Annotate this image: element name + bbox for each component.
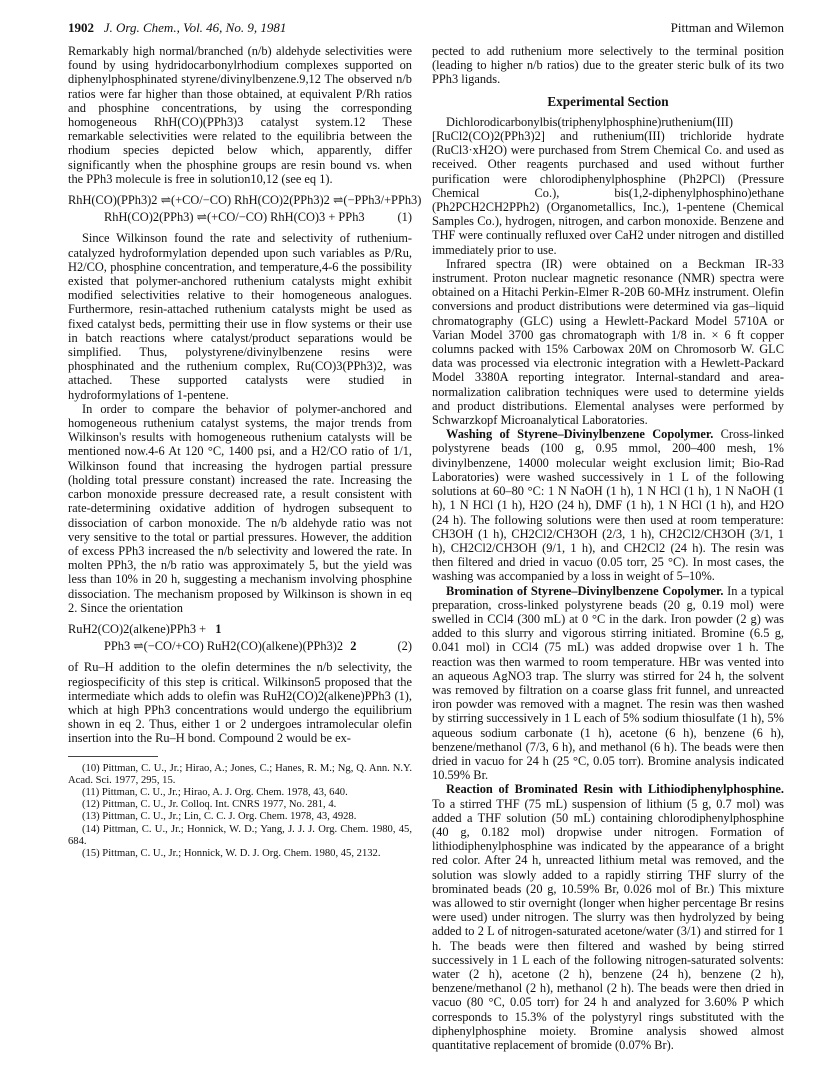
reference-item: (14) Pittman, C. U., Jr.; Honnick, W. D.; Yang, J. J. J. Org. Chem. 1980, 45, 684. <box>68 823 412 847</box>
journal-citation: J. Org. Chem., Vol. 46, No. 9, 1981 <box>103 20 287 35</box>
paragraph: Since Wilkinson found the rate and selectivity of ruthenium-catalyzed hydroformylation depended upon such variables as P/Ru, H2/CO, phosphine concentration, and temperature,4-6 the possibility existed that polymer-anchored ruthenium catalysts might exhibit modified selectivities relative to their homogeneous analogues. Furthermore, resin-attached ruthenium catalysts might be used as fixed catalyst beds, permitting their use in flow systems or their use in batch reactions where catalyst/product separations would be simplified. Thus, polystyrene/divinylbenzene resins were phosphinated and the ruthenium complex, Ru(CO)3(PPh3)2, was attached. These supported catalysts were studied in hydroformylations of 1-pentene. <box>68 231 412 402</box>
paragraph <box>432 427 784 583</box>
reference-item: (12) Pittman, C. U., Jr. Colloq. Int. CNRS 1977, No. 281, 4. <box>82 799 337 811</box>
subsection-body: Cross-linked polystyrene beads (100 g, 0.95 mmol, 200–400 mesh, 1% divinylbenzene, 14000 molecular weight exclusion limit; Bio-Rad Laboratories) were washed successively in 1 L of the following solutions at 60–80 °C: 1 N NaOH (1 h), 1 N HCl (1 h), 1 N NaOH (1 h), 1 N HCl (1 h), H2O (24 h), DMF (1 h), 1 N HCl (1 h), and H2O (24 h). The following solutions were then used at room temperature: CH3OH (1 h), CH2Cl2/CH3OH (2/3, 1 h), CH2Cl2/CH3OH (3/1, 1 h), CH2Cl2/CH3OH (9/1, 1 h), and CH2Cl2 (24 h). The resin was then filtered and dried in vacuo (0.05 torr, 25 °C). In most cases, the washing was accompanied by a loss in weight of 5–10%. <box>432 427 784 584</box>
paragraph: Remarkably high normal/branched (n/b) aldehyde selectivities were found by using hydridocarbonylrhodium complexes supported on diphenylphosphinated styrene/divinylbenzene.9,12 The observed n/b ratios were far higher than those obtained, at equivalent P/Rh ratios and phosphine concentrations, by using the corresponding homogeneous RhH(CO)(PPh3)3 catalyst system.12 These remarkable selectivities were related to the equilibria between the rhodium species depicted below which, apparently, differ significantly when the phosphine groups are resin bound vs. when the PPh3 molecule is free in solution10,12 (see eq 1). <box>68 44 412 186</box>
header-authors: Pittman and Wilemon <box>670 20 784 35</box>
equation-line: PPh3 ⇌(−CO/+CO) RuH2(CO)(alkene)(PPh3)2 <box>104 639 344 654</box>
paragraph: pected to add ruthenium more selectively to the terminal position (leading to higher n/b ratios) due to the greater steric bulk of its two PPh3 ligands. <box>432 44 784 87</box>
equation-number: (2) <box>397 639 412 654</box>
section-heading: Experimental Section <box>547 93 669 109</box>
running-header <box>68 20 784 40</box>
paragraph: of Ru–H addition to the olefin determines the n/b selectivity, the regiospecificity of this step is critical. Wilkinson5 proposed that the intermediate which adds to olefin was RuH2(CO)2(alkene)PPh3 (1), which at high PPh3 concentrations would undergo the equilibrium shown in eq 2. Thus, either 1 or 2 undergoes intramolecular olefin insertion into the Ru–H bond. Compound 2 would be ex- <box>68 660 412 746</box>
reference-item: (10) Pittman, C. U., Jr.; Hirao, A.; Jones, C.; Hanes, R. M.; Ng, Q. Ann. N.Y. Acad. Sci. 1977, 295, 15. <box>68 762 412 786</box>
equation-line: RuH2(CO)2(alkene)PPh3 + <box>68 621 207 636</box>
compound-label: 2 <box>350 639 357 654</box>
equation-1 <box>68 193 422 225</box>
paragraph: Infrared spectra (IR) were obtained on a Beckman IR-33 instrument. Proton nuclear magnetic resonance (NMR) spectra were obtained on a Hitachi Perkin-Elmer R-20B 60-MHz instrument. Olefin conversions and product distributions were determined via gas–liquid chromatography (GLC) using a Hewlett-Packard Model 5710A or Varian Model 3700 gas chromatograph with 1/8 in. × 6 ft copper columns packed with 15% Carbowax 20M on Chromosorb W. GLC data was processed via electronic integration with a Hewlett-Packard Model 3380A reporting integrator. Internal-standard and area-normalization calibration techniques were used to determine yields and product distributions. Elemental analyses were performed by Schwarzkopf Microanalytical Laboratories. <box>432 256 784 428</box>
equation-number: (1) <box>397 210 412 225</box>
paragraph <box>432 782 784 1052</box>
right-column <box>432 44 784 1052</box>
reference-item: (13) Pittman, C. U., Jr.; Lin, C. C. J. Org. Chem. 1978, 43, 4928. <box>82 811 357 823</box>
subsection-title: Washing of Styrene–Divinylbenzene Copolymer. <box>446 427 714 442</box>
page-number: 1902 <box>68 20 94 35</box>
equation-line: RhH(CO)(PPh3)2 ⇌(+CO/−CO) RhH(CO)2(PPh3)2 ⇌(−PPh3/+PPh3) <box>68 193 422 208</box>
paragraph: In order to compare the behavior of polymer-anchored and homogeneous ruthenium catalyst systems, the major trends from Wilkinson's results with homogeneous ruthenium catalysts will be mentioned now.4-6 At 120 °C, 1400 psi, and a H2/CO ratio of 1/1, Wilkinson found that increasing the hydrogen partial pressure (holding total pressure constant) increased the rate. Increasing the carbon monoxide pressure decreased rate, a result consistent with rate-determining oxidative addition of hydrogen subsequent to dissociation of carbon monoxide. The n/b aldehyde ratio was not very sensitive to the total or partial pressures. However, the addition of excess PPh3 increased the n/b selectivity and lowered the rate. In molten PPh3, the n/b ratio was approximately 5, but the yield was less than 10% in 20 h, suggesting a mechanism involving phosphine dissociation. The mechanism proposed by Wilkinson is shown in eq 2. Since the orientation <box>68 401 412 615</box>
paragraph <box>432 584 784 783</box>
left-column <box>68 44 422 860</box>
footnote-rule <box>68 756 158 757</box>
reference-item: (11) Pittman, C. U., Jr.; Hirao, A. J. Org. Chem. 1978, 43, 640. <box>82 786 348 798</box>
references <box>68 763 412 861</box>
subsection-body: To a stirred THF (75 mL) suspension of lithium (5 g, 0.7 mol) was added a THF solution (50 mL) containing chlorodiphenylphosphine (40 g, 0.182 mol) dropwise under nitrogen. Formation of lithiodiphenylphosphine was indicated by the appearance of a bright red color. After 24 h, unreacted lithium metal was removed, and the solution was slowly added to a rapidly stirring THF slurry of the brominated beads (20 g, 10.59% Br, 0.026 mol of Br.) This mixture was allowed to stir overnight (longer when higher percentage Br resins were used) under nitrogen. The slurry was then hydrolyzed by being added to 2 L of nitrogen-saturated acetone/water (3/1) and stirred for 1 h. The beads were then filtered and washed by being stirred successively in 1 L each of the following nitrogen-saturated solvents: water (2 h), acetone (2 h), benzene (24 h), benzene (2 h), benzene/methanol (2 h), methanol (2 h). The beads were then dried in vacuo (80 °C, 0.05 torr) for 24 h and analyzed for 3.60% P which corresponds to 15.3% of the polystyryl rings substituted with the diphenylphosphine moiety. Bromine analysis showed almost quantitative replacement of bromide (0.07% Br). <box>432 796 784 1053</box>
subsection-body: In a typical preparation, cross-linked polystyrene beads (20 g, 0.19 mol) were swelled in CCl4 (300 mL) at 0 °C in the dark. Iron powder (2 g) was added to this slurry and vigorous stirring initiated. Bromine (6.5 g, 0.041 mol) in CCl4 (75 mL) was added dropwise over 1 h. The reaction was then warmed to room temperature. HBr was vented into an aqueous AgNO3 trap. The slurry was stirred for 24 h, the solvent was removed by filtration on a coarse glass frit funnel, and unreacted iron powder was removed with a magnet. The resin was then washed by stirring successively in 1 L each of 5% sodium thiosulfate (1 h), 5% aqueous sodium carbonate (1 h), acetone (6 h), benzene (6 h), benzene/methanol (7/3, 6 h), and methanol (6 h). The beads were then dried in vacuo for 24 h (25 °C, 0.05 torr). Bromine analysis indicated 10.59% Br. <box>432 583 784 783</box>
subsection-title: Reaction of Brominated Resin with Lithiodiphenylphosphine. <box>446 782 784 797</box>
subsection-title: Bromination of Styrene–Divinylbenzene Copolymer. <box>446 583 724 598</box>
reference-item: (15) Pittman, C. U., Jr.; Honnick, W. D. J. Org. Chem. 1980, 45, 2132. <box>82 847 381 859</box>
equation-2 <box>68 622 412 653</box>
paragraph: Dichlorodicarbonylbis(triphenylphosphine)ruthenium(III) [RuCl2(CO)2(PPh3)2] and ruthenium(III) trichloride hydrate (RuCl3·xH2O) were purchased from Strem Chemical Co. and used as received. Other reagents purchased and used without further purification were chlorodiphenylphosphine (Ph2PCl) (Pressure Chemical Co.), bis(1,2-diphenylphosphino)ethane (Ph2PCH2CH2PPh2) (Organometallics, Inc.), 1-pentene (Chemical Samples Co.), hydrogen, nitrogen, and carbon monoxide. Benzene and THF were continually refluxed over CaH2 under nitrogen and distilled immediately prior to use. <box>432 114 784 257</box>
equation-line: RhH(CO)2(PPh3) ⇌(+CO/−CO) RhH(CO)3 + PPh3 <box>104 210 365 225</box>
compound-label: 1 <box>215 621 222 636</box>
